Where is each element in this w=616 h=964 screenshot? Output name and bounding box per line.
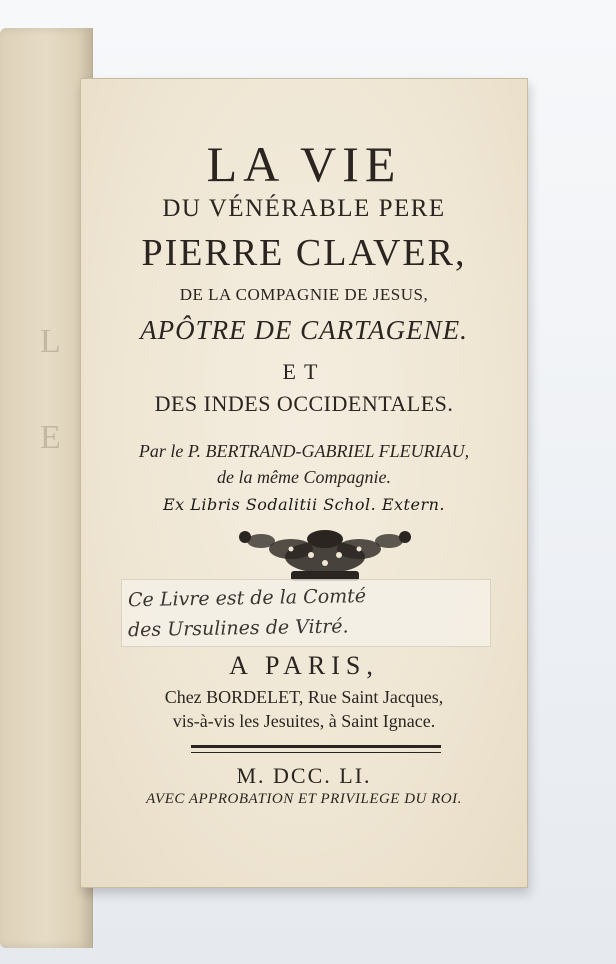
book-subtitle: DU VÉNÉRABLE PERE (162, 195, 446, 222)
floral-ornament-icon (231, 527, 419, 585)
subject-name: PIERRE CLAVER, (141, 232, 467, 274)
publisher-line: Chez BORDELET, Rue Saint Jacques, (164, 687, 444, 707)
city-line: A PARIS, (229, 651, 379, 680)
author-line: Par le P. BERTRAND-GABRIEL FLEURIAU, (138, 441, 470, 461)
et-line: ET (282, 359, 326, 384)
company-line: DE LA COMPAGNIE DE JESUS, (179, 285, 429, 304)
owner-label (121, 579, 491, 647)
apostle-line: APÔTRE DE CARTAGENE. (140, 315, 468, 345)
author-affiliation: de la même Compagnie. (217, 467, 391, 487)
privilege-line: AVEC APPROBATION ET PRIVILEGE DU ROI. (146, 791, 462, 807)
date-line: M. DCC. LI. (236, 763, 372, 788)
address-line: vis-à-vis les Jesuites, à Saint Ignace. (172, 711, 436, 731)
double-rule-divider (191, 745, 441, 753)
handwritten-exlibris: Ex Libris Sodalitii Schol. Extern. (163, 495, 445, 514)
show-through-text: L E (40, 323, 61, 456)
indes-line: DES INDES OCCIDENTALES. (154, 391, 454, 416)
title-page (80, 78, 528, 888)
book-title: LA VIE (206, 136, 402, 192)
label-line-2: des Ursulines de Vitré. (127, 615, 349, 642)
label-line-1: Ce Livre est de la Comté (127, 585, 367, 612)
